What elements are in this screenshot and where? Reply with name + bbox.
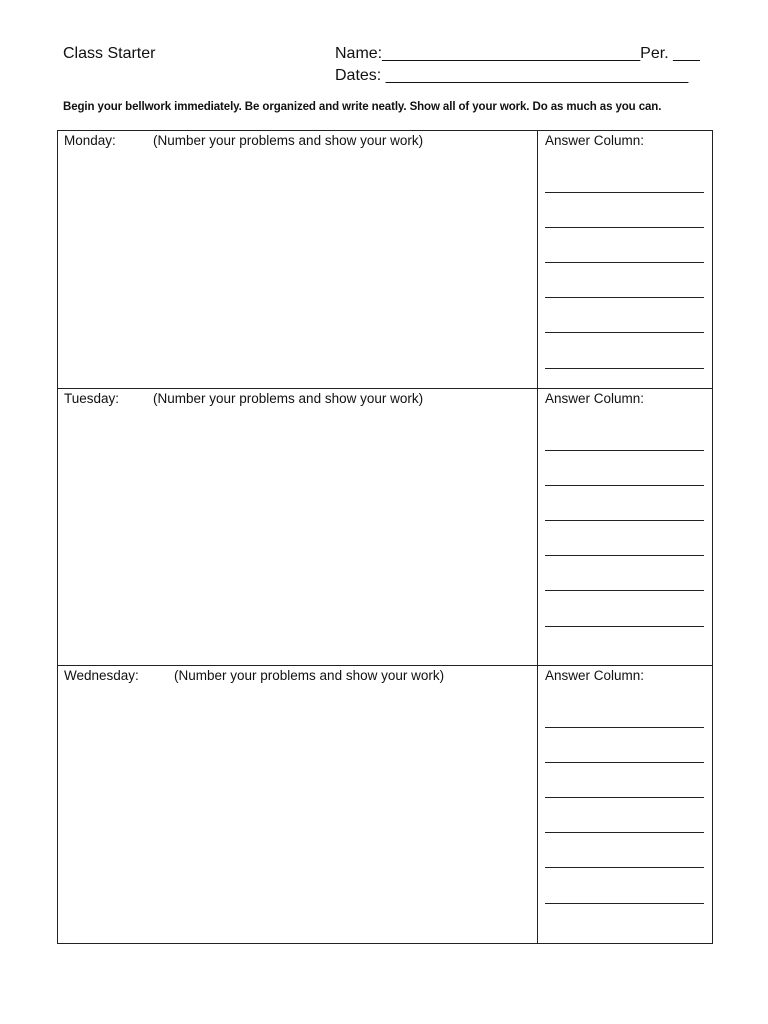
answer-line[interactable] bbox=[545, 297, 704, 298]
answer-line[interactable] bbox=[545, 262, 704, 263]
day-block-tuesday bbox=[58, 389, 712, 666]
answer-line[interactable] bbox=[545, 867, 704, 868]
answer-line[interactable] bbox=[545, 797, 704, 798]
answer-column-wednesday bbox=[538, 666, 712, 943]
answer-line[interactable] bbox=[545, 332, 704, 333]
day-instruction-monday: (Number your problems and show your work) bbox=[153, 133, 424, 148]
day-label-tuesday: Tuesday: bbox=[64, 391, 120, 406]
answer-column-monday bbox=[538, 131, 712, 388]
instructions-text: Begin your bellwork immediately. Be organized and write neatly. Show all of your work. Do as much as you can. bbox=[63, 101, 662, 113]
answer-line[interactable] bbox=[545, 227, 704, 228]
answer-label-monday: Answer Column: bbox=[545, 133, 645, 148]
answer-line[interactable] bbox=[545, 727, 704, 728]
day-block-wednesday bbox=[58, 666, 712, 943]
dates-field[interactable]: Dates: __________________________________ bbox=[335, 67, 689, 84]
answer-line[interactable] bbox=[545, 903, 704, 904]
name-period-field[interactable]: Name:_____________________________Per. ___ bbox=[335, 45, 700, 62]
work-area-wednesday[interactable] bbox=[58, 666, 538, 943]
bellwork-table bbox=[57, 130, 713, 944]
answer-line[interactable] bbox=[545, 520, 704, 521]
day-instruction-wednesday: (Number your problems and show your work) bbox=[174, 668, 445, 683]
answer-line[interactable] bbox=[545, 368, 704, 369]
day-block-monday bbox=[58, 131, 712, 389]
answer-line[interactable] bbox=[545, 762, 704, 763]
day-label-monday: Monday: bbox=[64, 133, 116, 148]
answer-label-tuesday: Answer Column: bbox=[545, 391, 645, 406]
answer-line[interactable] bbox=[545, 590, 704, 591]
answer-line[interactable] bbox=[545, 555, 704, 556]
answer-line[interactable] bbox=[545, 626, 704, 627]
page-title: Class Starter bbox=[63, 45, 156, 62]
answer-label-wednesday: Answer Column: bbox=[545, 668, 645, 683]
day-instruction-tuesday: (Number your problems and show your work) bbox=[153, 391, 424, 406]
answer-line[interactable] bbox=[545, 832, 704, 833]
answer-line[interactable] bbox=[545, 450, 704, 451]
work-area-monday[interactable] bbox=[58, 131, 538, 388]
answer-column-tuesday bbox=[538, 389, 712, 665]
answer-line[interactable] bbox=[545, 192, 704, 193]
work-area-tuesday[interactable] bbox=[58, 389, 538, 665]
answer-line[interactable] bbox=[545, 485, 704, 486]
day-label-wednesday: Wednesday: bbox=[64, 668, 139, 683]
